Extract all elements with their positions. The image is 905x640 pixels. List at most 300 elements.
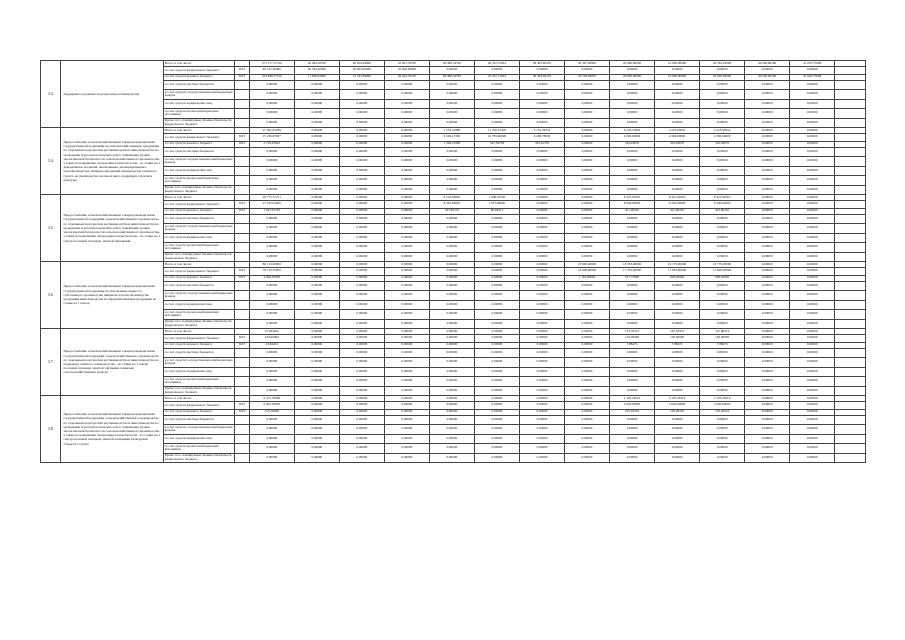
amount-cell: 0,00000 [249, 214, 294, 224]
budget-code [235, 233, 249, 243]
amount-cell: 0,00000 [474, 214, 519, 224]
amount-cell: 0,00000 [790, 118, 835, 128]
table-row [41, 90, 866, 100]
amount-cell: 1 191,00000 [565, 275, 610, 281]
table-row [41, 444, 866, 454]
table-row [41, 134, 866, 142]
amount-cell: 0,00000 [700, 214, 745, 224]
amount-cell: 0,00000 [294, 335, 339, 343]
amount-cell [835, 425, 866, 435]
budget-code [235, 118, 249, 128]
amount-cell: 0,00000 [790, 377, 835, 387]
table-row [41, 348, 866, 358]
amount-cell: 0,00000 [565, 367, 610, 377]
amount-cell: 0,00000 [565, 157, 610, 167]
amount-cell: 0,00000 [519, 67, 564, 75]
amount-cell: 197,88474 [700, 329, 745, 335]
budget-code [235, 358, 249, 368]
funding-source: за счет средств юридических лиц [163, 300, 235, 310]
amount-cell: 0,00000 [745, 214, 790, 224]
amount-cell: 0,00000 [565, 281, 610, 291]
amount-cell: 7,88474 [655, 342, 700, 348]
amount-cell [835, 358, 866, 368]
amount-cell: 0,00000 [565, 444, 610, 454]
amount-cell: 42 601,79700 [384, 61, 429, 67]
amount-cell: 0,00000 [429, 252, 474, 262]
table-row [41, 252, 866, 262]
amount-cell: 0,00000 [339, 214, 384, 224]
amount-cell: 0,00000 [384, 415, 429, 425]
budget-code: БЛТ [235, 141, 249, 147]
amount-cell: 17 843,00000 [655, 268, 700, 276]
funding-source: за счет средств федерального бюджета [163, 268, 235, 276]
amount-cell: 0,00000 [700, 377, 745, 387]
funding-source: за счет средств местных бюджетов [163, 147, 235, 157]
amount-cell: 0,00000 [565, 348, 610, 358]
amount-cell: 0,00000 [565, 134, 610, 142]
amount-cell: 0,00000 [429, 358, 474, 368]
amount-cell: 0,00000 [519, 434, 564, 444]
amount-cell: 0,00000 [700, 252, 745, 262]
amount-cell: 0,00000 [565, 128, 610, 134]
table-row [41, 415, 866, 425]
table-row [41, 377, 866, 387]
amount-cell: 0,00000 [519, 396, 564, 402]
amount-cell [835, 434, 866, 444]
table-row [41, 185, 866, 195]
amount-cell: 0,00000 [429, 243, 474, 253]
amount-cell: 20 000,00000 [700, 74, 745, 80]
amount-cell: 0,00000 [610, 319, 655, 329]
budget-code [235, 90, 249, 100]
amount-cell: 0,00000 [610, 453, 655, 463]
amount-cell: 4 216,93652 [700, 128, 745, 134]
amount-cell: 0,00000 [519, 157, 564, 167]
amount-cell: 0,00000 [745, 176, 790, 186]
amount-cell: 0,00000 [565, 166, 610, 176]
amount-cell: 0,00000 [249, 118, 294, 128]
amount-cell: 0,00000 [790, 157, 835, 167]
amount-cell: 0,00000 [429, 67, 474, 75]
amount-cell: 0,00000 [294, 80, 339, 90]
amount-cell: 2 000,00000 [655, 402, 700, 410]
amount-cell: 0,00000 [474, 268, 519, 276]
amount-cell: 0,00000 [384, 425, 429, 435]
table-row [41, 201, 866, 209]
table-row [41, 453, 866, 463]
amount-cell: 0,00000 [249, 348, 294, 358]
amount-cell: 0,00000 [474, 329, 519, 335]
amount-cell: 0,00000 [249, 425, 294, 435]
amount-cell: 0,00000 [790, 329, 835, 335]
amount-cell: 8 421,09265 [700, 195, 745, 201]
amount-cell: 0,00000 [745, 319, 790, 329]
amount-cell [835, 176, 866, 186]
amount-cell [835, 319, 866, 329]
amount-cell: 0,00000 [655, 252, 700, 262]
amount-cell: 316,93670 [610, 141, 655, 147]
budget-code [235, 243, 249, 253]
amount-cell [835, 335, 866, 343]
amount-cell: 0,00000 [745, 434, 790, 444]
amount-cell: 0,00000 [745, 281, 790, 291]
amount-cell: 0,00000 [519, 214, 564, 224]
amount-cell: 1 999,50320 [474, 195, 519, 201]
amount-cell: 0,00000 [519, 409, 564, 415]
amount-cell: 0,00000 [790, 396, 835, 402]
amount-cell: 10 000,00000 [655, 61, 700, 67]
amount-cell: 0,00000 [745, 118, 790, 128]
amount-cell: 0,00000 [294, 396, 339, 402]
amount-cell: 0,00000 [294, 377, 339, 387]
amount-cell: 0,00000 [700, 415, 745, 425]
amount-cell: 0,00000 [565, 109, 610, 119]
amount-cell: 0,00000 [429, 224, 474, 234]
amount-cell: 6 752,39379 [519, 128, 564, 134]
amount-cell: 0,00000 [429, 396, 474, 402]
amount-cell: 0,00000 [294, 118, 339, 128]
table-row [41, 319, 866, 329]
amount-cell: 0,00000 [294, 434, 339, 444]
amount-cell: 0,00000 [519, 329, 564, 335]
amount-cell: 0,00000 [565, 67, 610, 75]
amount-cell: 0,00000 [294, 310, 339, 320]
budget-code: БЛТ [235, 275, 249, 281]
table-row [41, 434, 866, 444]
amount-cell: 0,00000 [655, 319, 700, 329]
amount-cell: 0,00000 [474, 348, 519, 358]
amount-cell: 4 250,25662 [610, 128, 655, 134]
table-row [41, 281, 866, 291]
amount-cell: 0,00000 [519, 358, 564, 368]
amount-cell: 0,00000 [610, 80, 655, 90]
amount-cell: 316,93670 [655, 141, 700, 147]
amount-cell: 0,00000 [384, 243, 429, 253]
amount-cell: 0,00000 [700, 319, 745, 329]
amount-cell: 0,00000 [384, 233, 429, 243]
table-row [41, 300, 866, 310]
amount-cell: 0,00000 [790, 402, 835, 410]
amount-cell: 0,00000 [429, 386, 474, 396]
amount-cell: 0,00000 [429, 348, 474, 358]
amount-cell: 0,00000 [294, 109, 339, 119]
amount-cell: 0,00000 [700, 291, 745, 301]
amount-cell: 153,78474 [610, 329, 655, 335]
amount-cell: 0,00000 [519, 80, 564, 90]
budget-code [235, 310, 249, 320]
table-row [41, 118, 866, 128]
amount-cell: 30 463,60479 [519, 74, 564, 80]
amount-cell: 0,00000 [745, 268, 790, 276]
amount-cell: 1 309,16380 [429, 141, 474, 147]
amount-cell: 0,00000 [429, 80, 474, 90]
amount-cell: 0,00000 [745, 367, 790, 377]
amount-cell: 0,00000 [565, 80, 610, 90]
amount-cell: 0,00000 [339, 99, 384, 109]
item-number: 3.7. [41, 329, 61, 396]
amount-cell: 7 518,31890 [429, 128, 474, 134]
item-name: Предоставление сельскохозяйственным товаропроизводителям государственной поддержки сельскохозяйственного производства по отдельным подотраслям растениеводства и животноводства на проведение агротехнологических работ, повышение уровня экологической безопасности сельскохозяйственного производства, а также на повышение плодородия и качества почв - по ставке на 1 гектар посевной площади, занятой овощными культурами открытого грунта [61, 396, 163, 463]
amount-cell: 20 000,00000 [610, 74, 655, 80]
amount-cell: 41 620,75908 [790, 74, 835, 80]
funding-source: за счет средств юридических лиц [163, 99, 235, 109]
funding-source: Всего, в том числе: [163, 195, 235, 201]
amount-cell: 0,00000 [790, 252, 835, 262]
amount-cell: 0,00000 [294, 233, 339, 243]
amount-cell: 0,00000 [519, 348, 564, 358]
item-name: Предоставление сельскохозяйственным товаропроизводителям государственной поддержки на обеспечение прироста собственного производства пищевой отрасли производства продукции животноводства из перерабатываемых продукции по ставке на 1 гектар [61, 262, 163, 329]
budget-code: БЛТ [235, 409, 249, 415]
table-row [41, 291, 866, 301]
amount-cell: 0,00000 [249, 300, 294, 310]
amount-cell: 0,00000 [474, 185, 519, 195]
amount-cell: 0,00000 [339, 195, 384, 201]
amount-cell: 0,00000 [339, 147, 384, 157]
amount-cell: 0,00000 [745, 335, 790, 343]
amount-cell: 0,00000 [700, 367, 745, 377]
amount-cell: 0,00000 [790, 310, 835, 320]
amount-cell: 0,00000 [655, 118, 700, 128]
funding-source: за счет средств краевого бюджета [163, 208, 235, 214]
amount-cell: 0,00000 [429, 147, 474, 157]
amount-cell: 0,00000 [384, 147, 429, 157]
amount-cell: 0,00000 [474, 386, 519, 396]
amount-cell: 0,00000 [790, 128, 835, 134]
amount-cell: 0,00000 [249, 386, 294, 396]
amount-cell: 0,00000 [790, 415, 835, 425]
amount-cell: 0,00000 [745, 386, 790, 396]
amount-cell: 0,00000 [339, 275, 384, 281]
amount-cell: 0,00000 [790, 208, 835, 214]
amount-cell: 0,00000 [384, 262, 429, 268]
amount-cell: 0,00000 [474, 415, 519, 425]
funding-source: за счет средств прочих внебюджетных источников [163, 243, 235, 253]
amount-cell: 0,00000 [474, 291, 519, 301]
amount-cell [835, 348, 866, 358]
amount-cell: 25 096,00000 [384, 67, 429, 75]
amount-cell: 0,00000 [790, 434, 835, 444]
amount-cell: 7,88474 [610, 342, 655, 348]
amount-cell: 0,00000 [249, 185, 294, 195]
amount-cell: 0,00000 [565, 90, 610, 100]
amount-cell: 0,00000 [384, 214, 429, 224]
item-name: Предоставление сельскохозяйственным товаропроизводителям государственной поддержки сельскохозяйственного производства по отдельным подотраслям растениеводства и животноводства на поддержку элитного семеноводства - по ставке на 1 гектар посевной площади, занятой элитными семенами сельскохозяйственных культур [61, 329, 163, 396]
amount-cell: 0,00000 [610, 224, 655, 234]
amount-cell: 163,78474 [655, 329, 700, 335]
amount-cell: 0,00000 [339, 80, 384, 90]
amount-cell: 6 000,00000 [249, 402, 294, 410]
funding-source: за счет средств федерального бюджета [163, 201, 235, 209]
amount-cell: 0,00000 [700, 281, 745, 291]
amount-cell: 20 562,20000 [700, 61, 745, 67]
amount-cell: 0,00000 [474, 67, 519, 75]
amount-cell: 0,00000 [474, 147, 519, 157]
amount-cell: 0,00000 [655, 348, 700, 358]
amount-cell: 0,00000 [655, 233, 700, 243]
amount-cell [835, 134, 866, 142]
amount-cell: 0,00000 [294, 214, 339, 224]
budget-code: БЛТ [235, 268, 249, 276]
amount-cell: 421,09265 [700, 208, 745, 214]
amount-cell: 0,00000 [655, 185, 700, 195]
amount-cell: 0,00000 [700, 157, 745, 167]
amount-cell: 0,00000 [745, 67, 790, 75]
amount-cell: 2 105,26316 [655, 396, 700, 402]
amount-cell: 26 352,73901 [474, 61, 519, 67]
amount-cell: 0,00000 [745, 185, 790, 195]
amount-cell [835, 377, 866, 387]
amount-cell: 0,00000 [429, 377, 474, 387]
amount-cell: 0,00000 [519, 195, 564, 201]
budget-table [40, 60, 866, 463]
amount-cell: 0,00000 [700, 444, 745, 454]
amount-cell: 0,00000 [655, 166, 700, 176]
amount-cell: 0,00000 [519, 208, 564, 214]
amount-cell: 0,00000 [745, 262, 790, 268]
amount-cell [835, 300, 866, 310]
amount-cell: 0,00000 [429, 409, 474, 415]
amount-cell: 0,00000 [655, 434, 700, 444]
amount-cell: 0,00000 [474, 109, 519, 119]
budget-code [235, 444, 249, 454]
amount-cell: 0,00000 [384, 409, 429, 415]
amount-cell: 0,00000 [700, 80, 745, 90]
amount-cell: 150,00000 [700, 335, 745, 343]
amount-cell: 0,00000 [745, 109, 790, 119]
amount-cell: 2 105,26316 [700, 396, 745, 402]
amount-cell: 30 834,00000 [339, 67, 384, 75]
funding-source: Всего, в том числе: [163, 61, 235, 67]
amount-cell: 0,00000 [474, 166, 519, 176]
amount-cell: 0,00000 [610, 176, 655, 186]
amount-cell: 0,00000 [384, 275, 429, 281]
amount-cell: 0,00000 [339, 118, 384, 128]
amount-cell: 0,00000 [429, 99, 474, 109]
amount-cell: 0,00000 [700, 67, 745, 75]
item-number: 3.6. [41, 262, 61, 329]
amount-cell [835, 233, 866, 243]
funding-source: Всего, в том числе: [163, 329, 235, 335]
amount-cell: 0,00000 [249, 80, 294, 90]
amount-cell: 8 143,39802 [429, 195, 474, 201]
amount-cell: 0,00000 [384, 402, 429, 410]
amount-cell: 0,00000 [384, 453, 429, 463]
amount-cell: 0,00000 [700, 348, 745, 358]
amount-cell: 0,00000 [700, 243, 745, 253]
budget-code [235, 434, 249, 444]
amount-cell: 2 729,05822 [249, 141, 294, 147]
amount-cell: 0,00000 [745, 291, 790, 301]
funding-source: Всего, в том числе: [163, 262, 235, 268]
amount-cell: 0,00000 [474, 80, 519, 90]
funding-source: за счет средств федерального бюджета [163, 402, 235, 410]
amount-cell: 0,00000 [610, 377, 655, 387]
amount-cell: 0,00000 [655, 386, 700, 396]
amount-cell: 28 463,60479 [519, 61, 564, 67]
funding-source: за счет средств местных бюджетов [163, 214, 235, 224]
amount-cell [835, 99, 866, 109]
item-name: Предоставление сельскохозяйственным товаропроизводителям государственной поддержки сельскохозяйственного производства по отдельным подотраслям растениеводства и животноводства на проведение агротехнологических работ, повышение уровня экологической безопасности сельскохозяйственного производства, а также на повышение плодородия и качества почв - по ставке на 1 гектар посевной площади, занятой зерновыми [61, 195, 163, 262]
amount-cell: 0,00000 [700, 224, 745, 234]
amount-cell: 0,00000 [339, 444, 384, 454]
amount-cell: 0,00000 [294, 134, 339, 142]
amount-cell: 22 609,00000 [565, 268, 610, 276]
amount-cell [835, 224, 866, 234]
amount-cell: 0,00000 [249, 444, 294, 454]
amount-cell: 0,00000 [655, 224, 700, 234]
amount-cell: 0,00000 [610, 166, 655, 176]
table-row [41, 386, 866, 396]
amount-cell: 0,00000 [519, 99, 564, 109]
amount-cell: 0,00000 [384, 201, 429, 209]
amount-cell: 0,00000 [565, 291, 610, 301]
amount-cell: 4 216,93652 [655, 128, 700, 134]
amount-cell: 0,00000 [429, 268, 474, 276]
amount-cell: 0,00000 [745, 80, 790, 90]
amount-cell: 0,00000 [339, 166, 384, 176]
budget-code [235, 377, 249, 387]
amount-cell: 0,00000 [655, 358, 700, 368]
amount-cell: 0,00000 [384, 342, 429, 348]
funding-source: за счет средств краевого бюджета [163, 342, 235, 348]
amount-cell: 0,00000 [745, 243, 790, 253]
amount-cell: 0,00000 [294, 252, 339, 262]
budget-code [235, 386, 249, 396]
amount-cell: 0,00000 [700, 176, 745, 186]
amount-cell: 0,00000 [429, 109, 474, 119]
item-number: 3.3. [41, 61, 61, 128]
amount-cell: 0,00000 [249, 252, 294, 262]
amount-cell: 0,00000 [610, 310, 655, 320]
amount-cell: 0,00000 [384, 166, 429, 176]
amount-cell: 0,00000 [790, 67, 835, 75]
amount-cell: 0,00000 [655, 367, 700, 377]
amount-cell: 18 779,00000 [700, 262, 745, 268]
amount-cell: 0,00000 [745, 275, 790, 281]
budget-code: БЛТ [235, 134, 249, 142]
amount-cell: 0,00000 [474, 342, 519, 348]
amount-cell: 0,00000 [519, 444, 564, 454]
amount-cell: 28 386,34796 [429, 74, 474, 80]
amount-cell: 0,00000 [610, 444, 655, 454]
amount-cell: 0,00000 [610, 233, 655, 243]
amount-cell: 0,00000 [700, 166, 745, 176]
amount-cell: 0,00000 [790, 201, 835, 209]
funding-source: за счет средств юридических лиц [163, 166, 235, 176]
amount-cell: 0,00000 [474, 157, 519, 167]
amount-cell: 0,00000 [384, 252, 429, 262]
amount-cell: 105,26316 [655, 409, 700, 415]
amount-cell: 0,00000 [655, 80, 700, 90]
amount-cell: 0,00000 [700, 425, 745, 435]
amount-cell: 0,00000 [610, 434, 655, 444]
amount-cell: 0,00000 [519, 268, 564, 276]
amount-cell: 4 006,65000 [249, 275, 294, 281]
funding-source: за счет средств местных бюджетов [163, 415, 235, 425]
amount-cell: 8 000,00000 [610, 201, 655, 209]
amount-cell: 0,00000 [429, 444, 474, 454]
item-name: Поддержка отдельных подотраслей растениеводства [61, 61, 163, 128]
amount-cell: 0,00000 [474, 118, 519, 128]
amount-cell: 0,00000 [745, 128, 790, 134]
amount-cell: 2 000,00000 [610, 402, 655, 410]
budget-code [235, 166, 249, 176]
amount-cell: 0,00000 [294, 243, 339, 253]
amount-cell: 0,00000 [384, 310, 429, 320]
amount-cell: 19 179,00000 [655, 262, 700, 268]
amount-cell: 0,00000 [790, 409, 835, 415]
amount-cell: 0,00000 [610, 300, 655, 310]
